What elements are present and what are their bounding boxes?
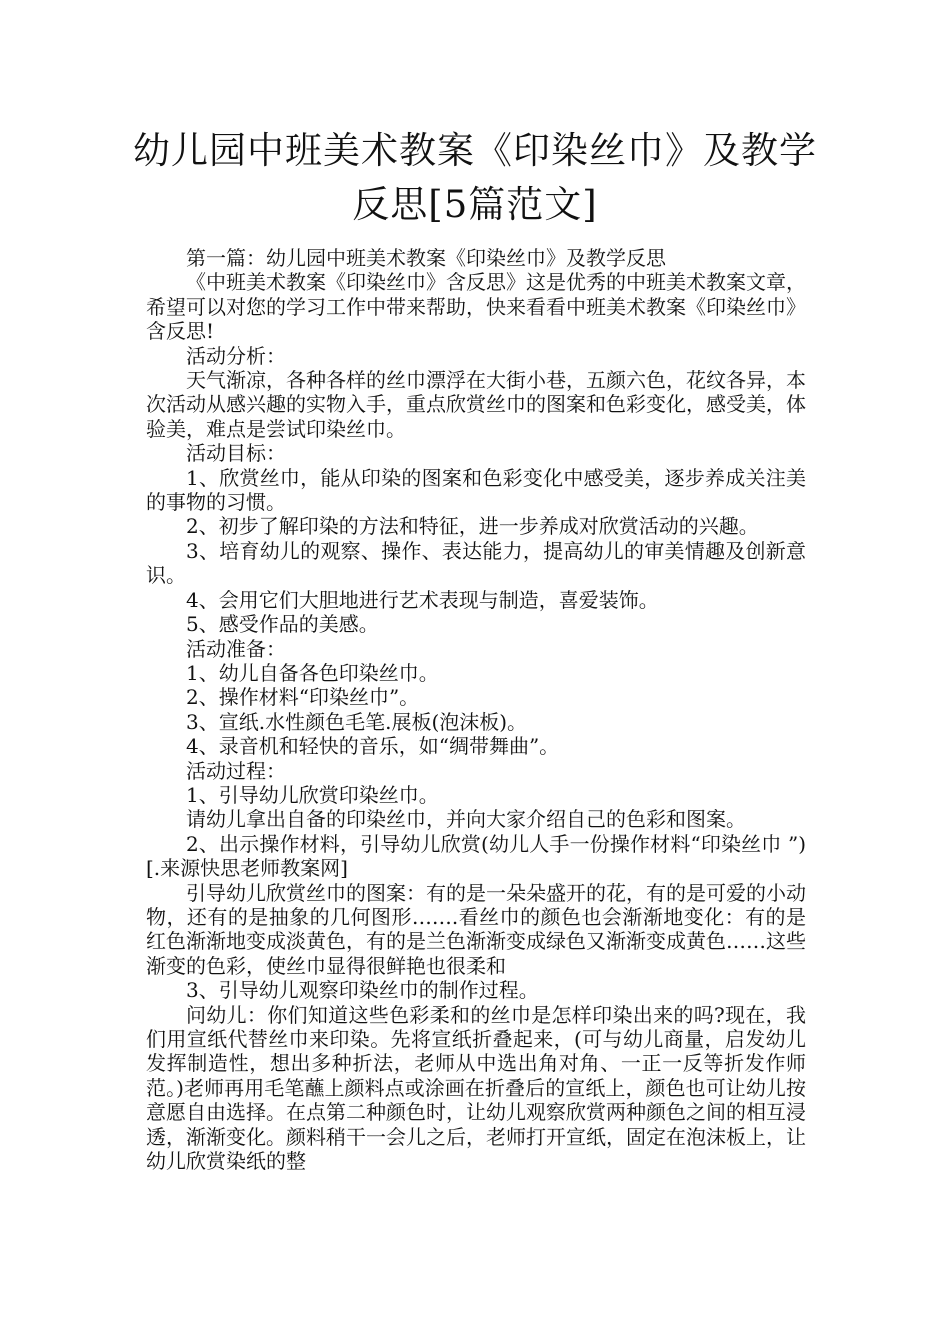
- paragraph: 《中班美术教案《印染丝巾》含反思》这是优秀的中班美术教案文章，希望可以对您的学习工作中带来帮助，快来看看中班美术教案《印染丝巾》含反思!: [146, 270, 806, 344]
- list-item: 3、引导幼儿观察印染丝巾的制作过程。: [186, 978, 539, 1003]
- paragraph: 请幼儿拿出自备的印染丝巾，并向大家介绍自己的色彩和图案。: [186, 807, 746, 832]
- title-line-2: 反思[5篇范文]: [352, 183, 598, 226]
- list-item: 2、初步了解印染的方法和特征，进一步养成对欣赏活动的兴趣。: [186, 514, 759, 539]
- list-item: 1、引导幼儿欣赏印染丝巾。: [186, 782, 439, 807]
- subheading: 活动准备：: [186, 636, 286, 661]
- title-line-1: 幼儿园中班美术教案《印染丝巾》及教学: [133, 129, 817, 172]
- subheading: 活动过程：: [186, 758, 286, 783]
- paragraph: 天气渐凉，各种各样的丝巾漂浮在大街小巷，五颜六色，花纹各异，本次活动从感兴趣的实物入手，重点欣赏丝巾的图案和色彩变化，感受美，体验美，难点是尝试印染丝巾。: [146, 368, 806, 441]
- section-heading: 第一篇：幼儿园中班美术教案《印染丝巾》及教学反思: [186, 246, 666, 270]
- list-item: 3、宣纸.水性颜色毛笔.展板(泡沫板)。: [186, 709, 528, 734]
- subheading: 活动目标：: [186, 441, 286, 466]
- subheading: 活动分析：: [186, 343, 286, 368]
- paragraph: 引导幼儿欣赏丝巾的图案：有的是一朵朵盛开的花，有的是可爱的小动物，还有的是抽象的几何图形…….看丝巾的颜色也会渐渐地变化：有的是红色渐渐地变成淡黄色，有的是兰色渐渐变成绿色又渐渐变成黄色……这些渐变的色彩，使丝巾显得很鲜艳也很柔和: [146, 880, 806, 978]
- document-title: [120, 124, 830, 232]
- list-item: 3、培育幼儿的观察、操作、表达能力，提高幼儿的审美情趣及创新意识。: [146, 538, 806, 588]
- list-item: 1、幼儿自备各色印染丝巾。: [186, 660, 439, 685]
- list-item: 1、欣赏丝巾，能从印染的图案和色彩变化中感受美，逐步养成关注美的事物的习惯。: [146, 465, 806, 515]
- paragraph: 问幼儿：你们知道这些色彩柔和的丝巾是怎样印染出来的吗?现在，我们用宣纸代替丝巾来印染。先将宣纸折叠起来，(可与幼儿商量，启发幼儿发挥制造性，想出多种折法，老师从中选出角对角、一正一反等折发作师范。)老师再用毛笔蘸上颜料点或涂画在折叠后的宣纸上，颜色也可让幼儿按意愿自由选择。在点第二种颜色时，让幼儿观察欣赏两种颜色之间的相互浸透，渐渐变化。颜料稍干一会儿之后，老师打开宣纸，固定在泡沫板上，让幼儿欣赏染纸的整: [146, 1002, 806, 1174]
- document-body: [146, 246, 806, 1173]
- list-item: 4、录音机和轻快的音乐，如“绸带舞曲”。: [186, 734, 560, 759]
- list-item: 2、操作材料“印染丝巾”。: [186, 685, 420, 710]
- list-item: 4、会用它们大胆地进行艺术表现与制造，喜爱装饰。: [186, 587, 659, 612]
- list-item: 5、感受作品的美感。: [186, 612, 379, 637]
- list-item: 2、出示操作材料，引导幼儿欣赏(幼儿人手一份操作材料“印染丝巾 ”)[.来源快思老师教案网]: [146, 831, 806, 881]
